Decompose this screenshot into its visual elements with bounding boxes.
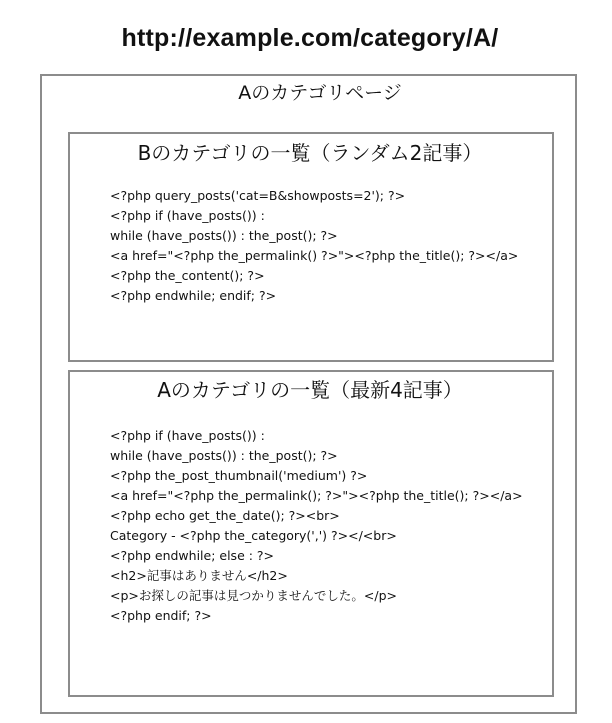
category-b-code-block bbox=[110, 186, 518, 306]
code-line: while (have_posts()) : the_post(); ?> bbox=[110, 448, 338, 463]
code-line: while (have_posts()) : the_post(); ?> bbox=[110, 228, 338, 243]
code-line: <a href="<?php the_permalink(); ?>"><?php the_title(); ?></a> bbox=[110, 488, 523, 503]
code-line: <p>お探しの記事は見つかりませんでした。</p> bbox=[110, 588, 397, 603]
code-line: Category - <?php the_category(',') ?></<br> bbox=[110, 528, 397, 543]
code-line: <h2>記事はありません</h2> bbox=[110, 568, 288, 583]
code-line: <a href="<?php the_permalink() ?>"><?php the_title(); ?></a> bbox=[110, 248, 519, 263]
code-line: <?php query_posts('cat=B&showposts=2'); ?> bbox=[110, 188, 406, 203]
category-a-page-title: Aのカテゴリページ bbox=[238, 82, 402, 104]
code-line: <?php if (have_posts()) : bbox=[110, 208, 265, 223]
code-line: <?php the_post_thumbnail('medium') ?> bbox=[110, 468, 368, 483]
category-a-list-title: Aのカテゴリの一覧（最新4記事） bbox=[157, 378, 463, 402]
url-title: http://example.com/category/A/ bbox=[121, 24, 499, 52]
code-line: <?php the_content(); ?> bbox=[110, 268, 265, 283]
code-line: <?php if (have_posts()) : bbox=[110, 428, 265, 443]
code-line: <?php endwhile; else : ?> bbox=[110, 548, 275, 563]
category-a-code-block bbox=[110, 426, 523, 626]
code-line: <?php endwhile; endif; ?> bbox=[110, 288, 277, 303]
code-line: <?php echo get_the_date(); ?><br> bbox=[110, 508, 340, 523]
code-line: <?php endif; ?> bbox=[110, 608, 212, 623]
category-b-list-title: Bのカテゴリの一覧（ランダム2記事） bbox=[137, 141, 483, 165]
